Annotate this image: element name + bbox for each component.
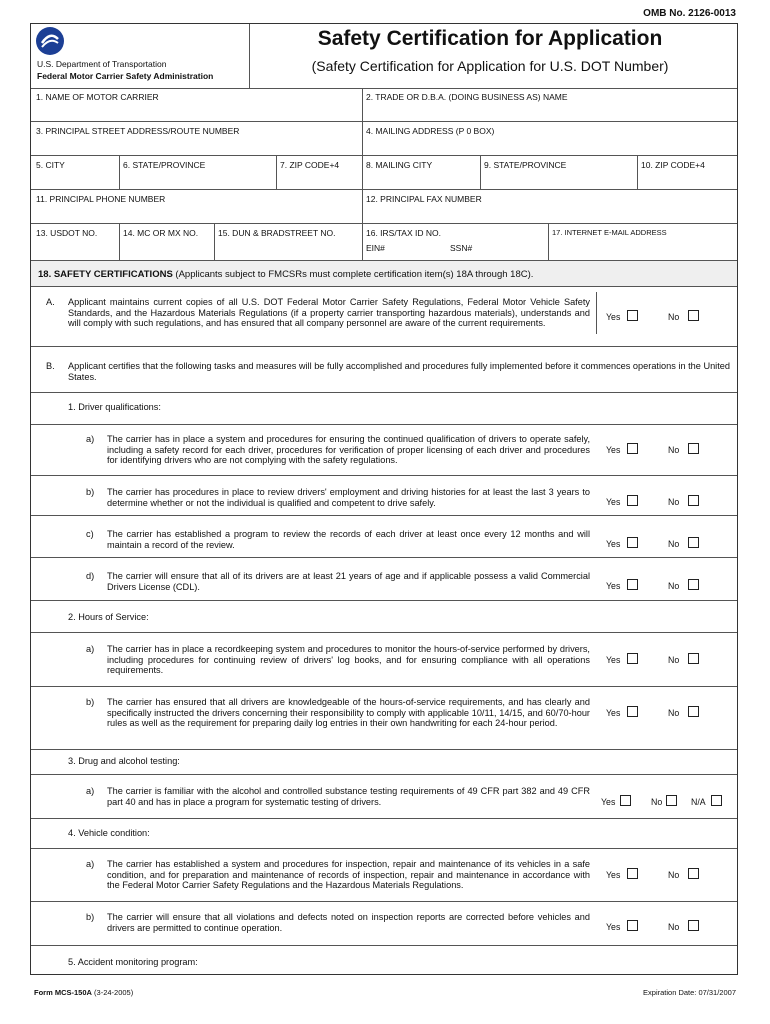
yes-label: Yes bbox=[606, 708, 621, 718]
item-marker: c) bbox=[86, 529, 94, 539]
dot-logo-icon bbox=[36, 27, 64, 55]
no-label: No bbox=[668, 655, 680, 665]
yes-checkbox[interactable] bbox=[620, 795, 631, 806]
field-mailing-address[interactable]: 4. MAILING ADDRESS (P 0 BOX) bbox=[366, 126, 495, 136]
item-1c-text: The carrier has established a program to review the records of each driver at least once every 12 months and will maintain a record of the review. bbox=[107, 529, 590, 550]
field-mc-mx-no[interactable]: 14. MC OR MX NO. bbox=[123, 228, 199, 238]
item-1d-text: The carrier will ensure that all of its drivers are at least 21 years of age and if applicable possess a valid Commercial Drivers License (CDL). bbox=[107, 571, 590, 592]
item-marker: b) bbox=[86, 912, 95, 922]
section-driver-qualifications: 1. Driver qualifications: bbox=[68, 402, 161, 412]
department-name: U.S. Department of Transportation bbox=[37, 59, 167, 69]
yes-label: Yes bbox=[606, 539, 621, 549]
form-subtitle: (Safety Certification for Application for U.S. DOT Number) bbox=[311, 58, 669, 74]
no-label: No bbox=[668, 539, 680, 549]
yes-label: Yes bbox=[606, 445, 621, 455]
yes-checkbox[interactable] bbox=[627, 443, 638, 454]
no-label: No bbox=[668, 870, 680, 880]
no-label: No bbox=[668, 922, 680, 932]
yes-label: Yes bbox=[606, 497, 621, 507]
field-fax[interactable]: 12. PRINCIPAL FAX NUMBER bbox=[366, 194, 482, 204]
yes-label: Yes bbox=[606, 870, 621, 880]
no-checkbox[interactable] bbox=[688, 495, 699, 506]
field-ein[interactable]: EIN# bbox=[366, 243, 385, 253]
item-4b-text: The carrier will ensure that all violations and defects noted on inspection reports are corrected before vehicles and drivers are permitted to continue operation. bbox=[107, 912, 590, 933]
item-b-marker: B. bbox=[46, 361, 55, 371]
item-marker: a) bbox=[86, 644, 95, 654]
expiration-date: Expiration Date: 07/31/2007 bbox=[643, 988, 736, 997]
field-email[interactable]: 17. INTERNET E-MAIL ADDRESS bbox=[552, 228, 667, 237]
no-label: No bbox=[668, 497, 680, 507]
item-marker: b) bbox=[86, 487, 95, 497]
item-marker: d) bbox=[86, 571, 95, 581]
yes-checkbox[interactable] bbox=[627, 579, 638, 590]
section-hours-of-service: 2. Hours of Service: bbox=[68, 612, 149, 622]
na-label: N/A bbox=[691, 797, 706, 807]
item-b-text: Applicant certifies that the following tasks and measures will be fully accomplished and procedures fully implemented before it commences operations in the United States. bbox=[68, 361, 730, 382]
item-2b-text: The carrier has ensured that all drivers are knowledgeable of the hours-of-service requirements, and has clearly and specifically instructed the drivers concerning their responsibility to comply with applicable 10/11, 14/15, and 60/70-hour rules as well as the requirement for preparing daily log entries in their own handwriting for each 24-hour period. bbox=[107, 697, 590, 729]
yes-checkbox[interactable] bbox=[627, 537, 638, 548]
yes-label: Yes bbox=[606, 312, 621, 322]
field-mailing-state[interactable]: 9. STATE/PROVINCE bbox=[484, 160, 567, 170]
yes-label: Yes bbox=[606, 655, 621, 665]
field-street-address[interactable]: 3. PRINCIPAL STREET ADDRESS/ROUTE NUMBER bbox=[36, 126, 240, 136]
field-carrier-name[interactable]: 1. NAME OF MOTOR CARRIER bbox=[36, 92, 159, 102]
item-1b-text: The carrier has procedures in place to review drivers' employment and driving histories for at least the last 3 years to determine whether or not the individual is qualified and competent to drive safely. bbox=[107, 487, 590, 508]
form-number bbox=[34, 988, 133, 997]
field-tax-id[interactable]: 16. IRS/TAX ID NO. bbox=[366, 228, 441, 238]
agency-name: Federal Motor Carrier Safety Administration bbox=[37, 71, 214, 81]
no-checkbox[interactable] bbox=[666, 795, 677, 806]
no-checkbox[interactable] bbox=[688, 443, 699, 454]
yes-checkbox[interactable] bbox=[627, 310, 638, 321]
item-marker: b) bbox=[86, 697, 95, 707]
no-checkbox[interactable] bbox=[688, 868, 699, 879]
item-marker: a) bbox=[86, 434, 95, 444]
section-18-header bbox=[31, 260, 737, 287]
yes-checkbox[interactable] bbox=[627, 653, 638, 664]
form-title: Safety Certification for Application bbox=[317, 27, 663, 50]
no-label: No bbox=[668, 312, 680, 322]
item-4a-text: The carrier has established a system and procedures for inspection, repair and maintenance of its vehicles in a safe condition, and for preparation and maintenance of records of inspection, repair and maintenance in accordance with the Federal Motor Carrier Safety Regulations and the Hazardous Materials Regulations. bbox=[107, 859, 590, 891]
no-checkbox[interactable] bbox=[688, 579, 699, 590]
field-mailing-city[interactable]: 8. MAILING CITY bbox=[366, 160, 433, 170]
field-state[interactable]: 6. STATE/PROVINCE bbox=[123, 160, 206, 170]
form-number-bold: Form MCS-150A bbox=[34, 988, 92, 997]
section-drug-alcohol: 3. Drug and alcohol testing: bbox=[68, 756, 180, 766]
no-checkbox[interactable] bbox=[688, 653, 699, 664]
no-label: No bbox=[668, 445, 680, 455]
field-dba-name[interactable]: 2. TRADE OR D.B.A. (DOING BUSINESS AS) NAME bbox=[366, 92, 568, 102]
field-dun-bradstreet[interactable]: 15. DUN & BRADSTREET NO. bbox=[218, 228, 336, 238]
no-checkbox[interactable] bbox=[688, 706, 699, 717]
na-checkbox[interactable] bbox=[711, 795, 722, 806]
no-label: No bbox=[668, 581, 680, 591]
section-18-note: (Applicants subject to FMCSRs must complete certification item(s) 18A through 18C). bbox=[172, 269, 534, 280]
yes-checkbox[interactable] bbox=[627, 868, 638, 879]
item-a-text: Applicant maintains current copies of all U.S. DOT Federal Motor Carrier Safety Regulations, Federal Motor Vehicle Safety Standards, and the Hazardous Materials Regulations (if a property carrier transporting hazardous materials), understands and will comply with such regulations, and has ensured that all company personnel are aware of the current requirements. bbox=[68, 297, 590, 329]
section-18-heading: 18. SAFETY CERTIFICATIONS bbox=[38, 269, 173, 280]
omb-number: OMB No. 2126-0013 bbox=[643, 8, 736, 19]
field-phone[interactable]: 11. PRINCIPAL PHONE NUMBER bbox=[36, 194, 166, 204]
no-checkbox[interactable] bbox=[688, 310, 699, 321]
field-city[interactable]: 5. CITY bbox=[36, 160, 65, 170]
field-ssn[interactable]: SSN# bbox=[450, 243, 473, 253]
form-revision-date: (3-24-2005) bbox=[91, 988, 134, 997]
item-marker: a) bbox=[86, 786, 95, 796]
no-checkbox[interactable] bbox=[688, 920, 699, 931]
item-2a-text: The carrier has in place a recordkeeping system and procedures to monitor the hours-of-service performed by drivers, including procedures for continuing review of drivers' log books, and for ensuring compliance with all operations requirements. bbox=[107, 644, 590, 676]
section-accident-monitoring: 5. Accident monitoring program: bbox=[68, 957, 198, 967]
field-mailing-zip[interactable]: 10. ZIP CODE+4 bbox=[641, 160, 705, 170]
item-a-marker: A. bbox=[46, 297, 55, 307]
item-1a-text: The carrier has in place a system and procedures for ensuring the continued qualification of drivers to operate safely, including a safety record for each driver, procedures for verification of proper licensing of each driver and procedures for identifying drivers who are not complying with the safety regulations. bbox=[107, 434, 590, 466]
section-vehicle-condition: 4. Vehicle condition: bbox=[68, 828, 150, 838]
yes-checkbox[interactable] bbox=[627, 920, 638, 931]
field-usdot-no[interactable]: 13. USDOT NO. bbox=[36, 228, 98, 238]
field-zip[interactable]: 7. ZIP CODE+4 bbox=[280, 160, 340, 170]
no-label: No bbox=[668, 708, 680, 718]
item-marker: a) bbox=[86, 859, 95, 869]
yes-checkbox[interactable] bbox=[627, 495, 638, 506]
yes-label: Yes bbox=[601, 797, 616, 807]
item-3a-text: The carrier is familiar with the alcohol and controlled substance testing requirements of 49 CFR part 382 and 49 CFR part 40 and has in place a program for systematic testing of drivers. bbox=[107, 786, 590, 807]
no-label: No bbox=[651, 797, 663, 807]
no-checkbox[interactable] bbox=[688, 537, 699, 548]
yes-label: Yes bbox=[606, 581, 621, 591]
yes-label: Yes bbox=[606, 922, 621, 932]
yes-checkbox[interactable] bbox=[627, 706, 638, 717]
